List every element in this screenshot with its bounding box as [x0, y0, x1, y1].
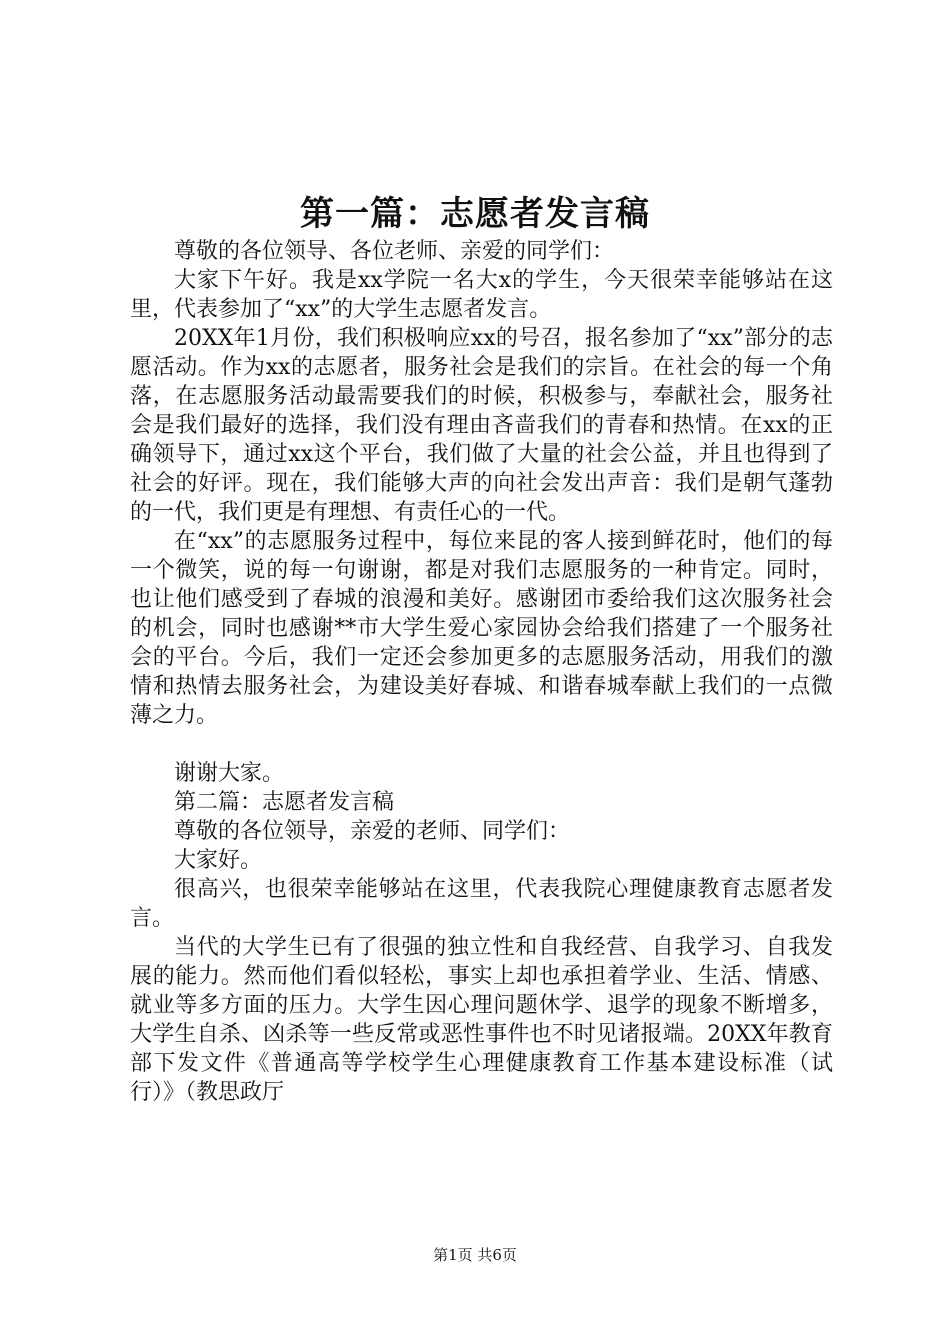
paragraph-honor: 很高兴，也很荣幸能够站在这里，代表我院心理健康教育志愿者发言。 — [130, 877, 833, 931]
paragraph-volunteer-activity: 20XX年1月份，我们积极响应xx的号召，报名参加了“xx”部分的志愿活动。作为xx的志愿者，服务社会是我们的宗旨。在社会的每一个角落，在志愿服务活动最需要我们的时候，积极参与，奉献社会，服务社会是我们最好的选择，我们没有理由吝啬我们的青春和热情。在xx的正确领导下，通过xx这个平台，我们做了大量的社会公益，并且也得到了社会的好评。现在，我们能够大声的向社会发出声音：我们是朝气蓬勃的一代，我们更是有理想、有责任心的一代。 — [130, 326, 833, 525]
paragraph-second-salutation: 尊敬的各位领导，亲爱的老师、同学们： — [174, 819, 571, 844]
paragraph-greeting: 大家下午好。我是xx学院一名大x的学生，今天很荣幸能够站在这里，代表参加了“xx”的大学生志愿者发言。 — [130, 268, 833, 322]
page-number: 第1页 共6页 — [433, 1246, 517, 1264]
paragraph-students-pressure: 当代的大学生已有了很强的独立性和自我经营、自我学习、自我发展的能力。然而他们看似轻松，事实上却也承担着学业、生活、情感、就业等多方面的压力。大学生因心理问题休学、退学的现象不断增多，大学生自杀、凶杀等一些反常或恶性事件也不时见诸报端。20XX年教育部下发文件《普通高等学校学生心理健康教育工作基本建设标准（试行）》（教思政厅 — [130, 935, 833, 1105]
paragraph-second-title: 第二篇：志愿者发言稿 — [174, 790, 395, 815]
paragraph-salutation: 尊敬的各位领导、各位老师、亲爱的同学们： — [174, 239, 615, 264]
document-title: 第一篇：志愿者发言稿 — [300, 194, 650, 234]
paragraph-second-greeting: 大家好。 — [174, 848, 263, 873]
document-body — [130, 237, 833, 1107]
paragraph-thanks: 谢谢大家。 — [174, 761, 285, 786]
paragraph-service-process: 在“xx”的志愿服务过程中，每位来昆的客人接到鲜花时，他们的每一个微笑，说的每一句谢谢，都是对我们志愿服务的一种肯定。同时，也让他们感受到了春城的浪漫和美好。感谢团市委给我们这次服务社会的机会，同时也感谢**市大学生爱心家园协会给我们搭建了一个服务社会的平台。今后，我们一定还会参加更多的志愿服务活动，用我们的激情和热情去服务社会，为建设美好春城、和谐春城奉献上我们的一点微薄之力。 — [130, 529, 833, 728]
